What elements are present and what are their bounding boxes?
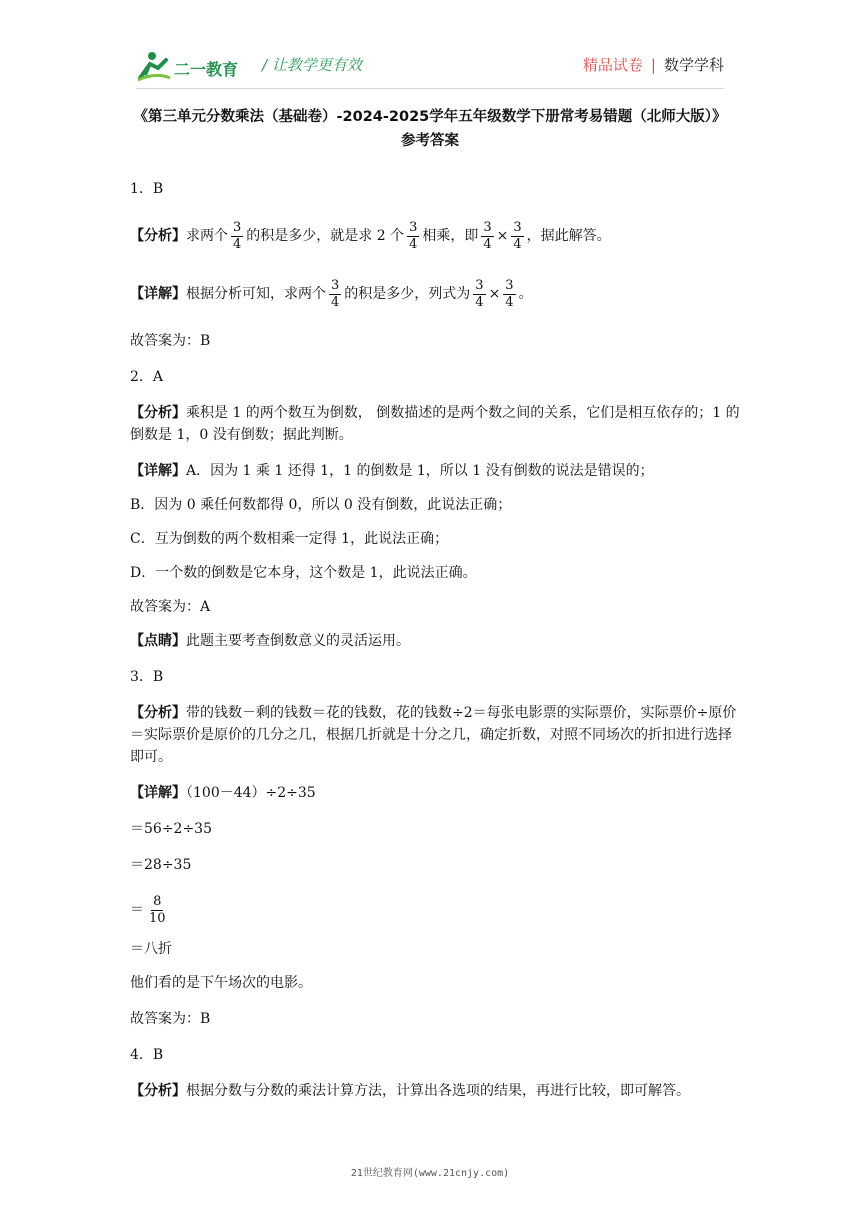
- fraction-numerator: 3: [409, 219, 418, 235]
- logo-text: 二一教育: [174, 60, 239, 79]
- q3-step-4: [130, 890, 742, 930]
- fraction-denominator: 4: [233, 236, 242, 252]
- answer-content: [130, 178, 742, 1116]
- fraction-denominator: 4: [409, 236, 418, 252]
- fraction: [473, 278, 485, 311]
- q3-step-3: ＝28÷35: [130, 857, 192, 873]
- q3-step-5: ＝八折: [130, 941, 172, 957]
- q3-detail-label: 【详解】: [130, 785, 186, 801]
- q4-analysis: [130, 1080, 742, 1102]
- q4-analysis-label: 【分析】: [130, 1083, 186, 1099]
- header-divider: [136, 88, 724, 89]
- q3-analysis-label: 【分析】: [130, 705, 186, 721]
- title-line-1: 《第三单元分数乘法（基础卷）-2024-2025学年五年级数学下册常考易错题（北师大版）》: [133, 109, 727, 125]
- q3-step-2: ＝56÷2÷35: [130, 821, 212, 837]
- q2-detail-b: B．因为 0 乘任何数都得 0，所以 0 没有倒数，此说法正确；: [130, 497, 512, 513]
- q1-analysis-b: 的积是多少，就是求 2 个: [246, 228, 405, 244]
- q2-detail-d: D．一个数的倒数是它本身，这个数是 1，此说法正确。: [130, 565, 477, 581]
- fraction-numerator: 3: [331, 277, 340, 293]
- q1-detail: [130, 272, 742, 316]
- q1-analysis-label: 【分析】: [130, 228, 186, 244]
- q2-analysis-label: 【分析】: [130, 405, 186, 421]
- q2-detail-a: A．因为 1 乘 1 还得 1，1 的倒数是 1，所以 1 没有倒数的说法是错误的；: [186, 463, 654, 479]
- header-subject: 数学学科: [663, 56, 724, 74]
- q2-detail: [130, 460, 742, 482]
- q2-analysis: [130, 402, 742, 446]
- fraction: [511, 220, 523, 253]
- q2-comment: [130, 630, 742, 652]
- header-separator: |: [650, 56, 656, 74]
- fraction: [407, 220, 419, 253]
- q4-head: 4．B: [130, 1047, 164, 1063]
- fraction: [231, 220, 243, 253]
- times-sign: ×: [488, 286, 501, 302]
- q1-answer: 故答案为：B: [130, 333, 211, 349]
- q1-analysis-d: ，据此解答。: [526, 228, 611, 244]
- q3-answer: 故答案为：B: [130, 1011, 211, 1027]
- fraction-numerator: 8: [153, 893, 162, 909]
- fraction-numerator: 3: [475, 277, 484, 293]
- fraction-denominator: 10: [149, 910, 166, 926]
- q2-comment-text: 此题主要考查倒数意义的灵活运用。: [186, 633, 410, 649]
- page-header: [136, 44, 724, 94]
- fraction-numerator: 3: [233, 219, 242, 235]
- q1-analysis: [130, 214, 742, 258]
- fraction-numerator: 3: [483, 219, 492, 235]
- fraction: [481, 220, 493, 253]
- header-label: 精品试卷: [582, 56, 643, 74]
- document-title: [100, 105, 760, 153]
- q3-detail: [130, 782, 742, 804]
- page-footer: 21世纪教育网(www.21cnjy.com): [350, 1168, 510, 1179]
- q2-analysis-text: 乘积是 1 的两个数互为倒数， 倒数描述的是两个数之间的关系，它们是相互依存的；1 的倒数是 1，0 没有倒数；据此判断。: [130, 405, 740, 443]
- q2-comment-label: 【点睛】: [130, 633, 186, 649]
- fraction: [147, 894, 168, 927]
- header-right: [583, 54, 724, 75]
- fraction-denominator: 4: [331, 294, 340, 310]
- q3-conclusion: 他们看的是下午场次的电影。: [130, 975, 312, 991]
- fraction: [329, 278, 341, 311]
- q1-detail-a: 根据分析可知，求两个: [186, 286, 326, 302]
- q3-step-1: （100－44）÷2÷35: [186, 785, 316, 801]
- q1-head: 1．B: [130, 181, 164, 197]
- q2-head: 2．A: [130, 369, 164, 385]
- q3-analysis: [130, 702, 742, 768]
- q1-analysis-c: 相乘，即: [422, 228, 479, 244]
- fraction-numerator: 3: [513, 219, 522, 235]
- q2-detail-c: C．互为倒数的两个数相乘一定得 1，此说法正确；: [130, 531, 449, 547]
- times-sign: ×: [496, 228, 509, 244]
- fraction-denominator: 4: [475, 294, 484, 310]
- q4-analysis-text: 根据分数与分数的乘法计算方法，计算出各选项的结果，再进行比较，即可解答。: [186, 1083, 690, 1099]
- header-slogan: / 让教学更有效: [262, 56, 362, 74]
- logo-runner-icon: [136, 48, 256, 84]
- fraction-denominator: 4: [513, 236, 522, 252]
- q3-step-4-eq: ＝: [130, 902, 144, 918]
- q1-detail-c: 。: [518, 286, 533, 302]
- fraction: [503, 278, 515, 311]
- q1-analysis-a: 求两个: [186, 228, 228, 244]
- fraction-denominator: 4: [505, 294, 514, 310]
- q2-detail-label: 【详解】: [130, 463, 186, 479]
- q2-answer: 故答案为：A: [130, 599, 211, 615]
- fraction-numerator: 3: [505, 277, 514, 293]
- q1-detail-label: 【详解】: [130, 286, 186, 302]
- title-line-2: 参考答案: [401, 133, 459, 149]
- q3-analysis-text: 带的钱数－剩的钱数＝花的钱数，花的钱数÷2＝每张电影票的实际票价，实际票价÷原价＝实际票价是原价的几分之几，根据几折就是十分之几，确定折数，对照不同场次的折扣进行选择即可。: [130, 705, 737, 765]
- fraction-denominator: 4: [483, 236, 492, 252]
- q3-head: 3．B: [130, 669, 164, 685]
- q1-detail-b: 的积是多少，列式为: [344, 286, 471, 302]
